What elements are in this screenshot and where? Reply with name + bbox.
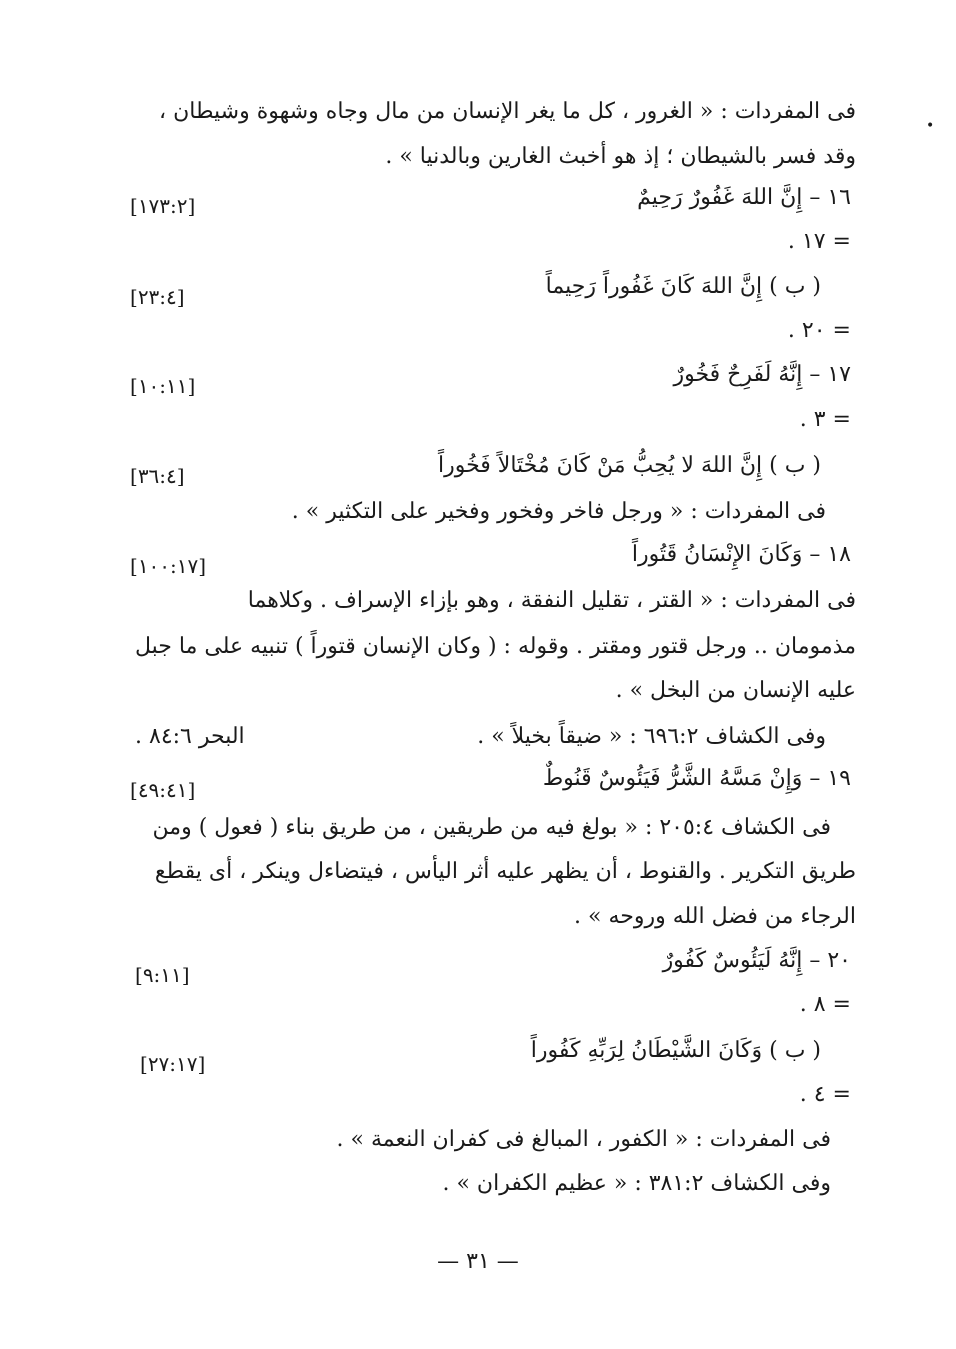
text-line: وفى الكشاف ٣٨١:٢ : « عظيم الكفران » . bbox=[442, 1171, 831, 1196]
text-line: الرجاء من فضل الله وروحه » . bbox=[574, 904, 856, 929]
verse-reference: [٣٦:٤] bbox=[130, 464, 185, 488]
verse-line: ١٨ – وَكَانَ الإِنْسَانُ قَتُوراً bbox=[631, 542, 851, 567]
text-line: وقد فسر بالشيطان ؛ إذ هو أخبث الغارين وبالدنيا » . bbox=[385, 144, 856, 169]
cross-reference: = ٢٠ . bbox=[787, 318, 851, 343]
verse-line: ( ب ) إِنَّ اللهَ كَانَ غَفُوراً رَحِيماً bbox=[545, 274, 821, 299]
verse-reference: [٢٣:٤] bbox=[130, 285, 185, 309]
verse-reference: [١٠٠:١٧] bbox=[130, 554, 207, 578]
cross-reference: = ١٧ . bbox=[787, 229, 851, 254]
margin-dot: • bbox=[926, 118, 935, 134]
text-line: فى المفردات : « الغرور ، كل ما يغر الإنسان من مال وجاه وشهوة وشيطان ، bbox=[159, 99, 856, 124]
cross-reference: البحر ٨٤:٦ . bbox=[135, 724, 245, 749]
text-line: وفى الكشاف ٦٩٦:٢ : « ضيقاً بخيلاً » . bbox=[477, 724, 826, 749]
page-number: — ٣١ — bbox=[437, 1249, 519, 1274]
verse-line: ١٦ – إِنَّ اللهَ غَفُورٌ رَحِيمٌ bbox=[637, 185, 851, 210]
text-line: مذمومان .. ورجل قتور ومقتر . وقوله : ( وكان الإنسان قتوراً ) تنبيه على ما جبل bbox=[135, 634, 856, 659]
verse-line: ( ب ) وَكَانَ الشَّيْطَانُ لِرَبِّهِ كَفُوراً bbox=[530, 1038, 821, 1063]
verse-line: ١٩ – وَإِنْ مَسَّهُ الشَّرُّ فَيَئُوسٌ قَنُوطٌ bbox=[542, 766, 851, 791]
verse-reference: [١٠:١١] bbox=[130, 374, 196, 398]
verse-line: ( ب ) إِنَّ اللهَ لا يُحِبُّ مَنْ كَانَ مُخْتَالاً فَخُوراً bbox=[437, 453, 821, 478]
verse-reference: [١٧٣:٢] bbox=[130, 194, 196, 218]
verse-reference: [٢٧:١٧] bbox=[140, 1052, 206, 1076]
text-line-row bbox=[125, 717, 826, 757]
text-line: فى المفردات : « الكفور ، المبالغ فى كفران النعمة » . bbox=[336, 1127, 831, 1152]
cross-reference: = ٨ . bbox=[799, 992, 851, 1017]
verse-reference: [٩:١١] bbox=[135, 963, 190, 987]
text-line: فى المفردات : « ورجل فاخر وفخور وفخير على التكثير » . bbox=[291, 499, 826, 524]
cross-reference: = ٣ . bbox=[799, 407, 851, 432]
verse-line: ١٧ – إِنَّهُ لَفَرِحٌ فَخُورٌ bbox=[673, 362, 851, 387]
text-line: عليه الإنسان من البخل » . bbox=[615, 678, 856, 703]
verse-reference: [٤٩:٤١] bbox=[130, 778, 196, 802]
text-line: طريق التكرير . والقنوط ، أن يظهر عليه أثر اليأس ، فيتضاءل وينكر ، أى يقطع bbox=[154, 859, 856, 884]
text-line: فى الكشاف ٢٠٥:٤ : « بولغ فيه من طريقين ، من طريق بناء ( فعول ) ومن bbox=[152, 815, 831, 840]
text-line: فى المفردات : « القتر ، تقليل النفقة ، وهو بإزاء الإسراف . وكلاهما bbox=[247, 588, 856, 613]
verse-line: ٢٠ – إِنَّهُ لَيَئُوسٌ كَفُورٌ bbox=[662, 948, 851, 973]
cross-reference: = ٤ . bbox=[799, 1082, 851, 1107]
